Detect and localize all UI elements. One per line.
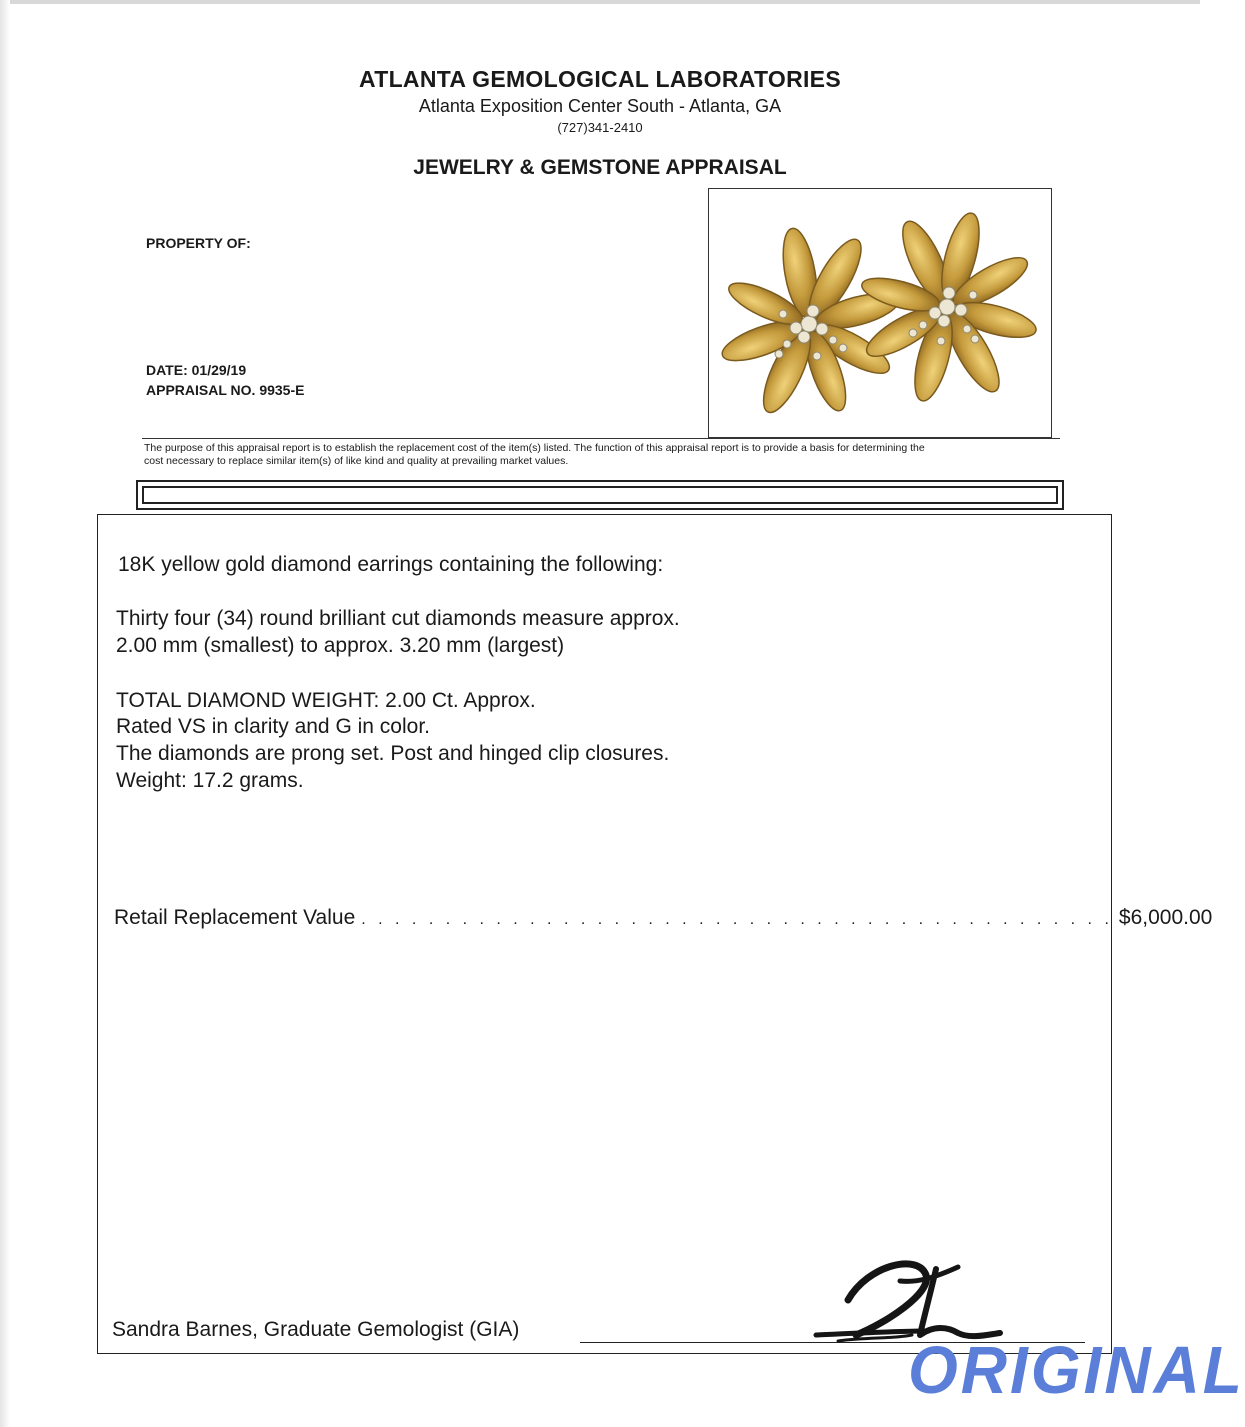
gram-weight: Weight: 17.2 grams.	[116, 769, 304, 792]
appraisal-number: APPRAISAL NO. 9935-E	[146, 382, 305, 398]
property-of-label: PROPERTY OF:	[146, 235, 251, 251]
item-description: 18K yellow gold diamond earrings containing the following:	[118, 553, 664, 576]
document-title: JEWELRY & GEMSTONE APPRAISAL	[413, 156, 787, 179]
decorative-bar-inner	[142, 486, 1058, 504]
appraisal-date: DATE: 01/29/19	[146, 362, 247, 378]
earrings-photo	[708, 188, 1052, 438]
value-amount: $6,000.00	[1118, 906, 1213, 929]
setting-closures: The diamonds are prong set. Post and hinged clip closures.	[116, 742, 670, 765]
lab-address: Atlanta Exposition Center South - Atlanta, GA	[418, 96, 782, 116]
diamond-rating: Rated VS in clarity and G in color.	[116, 715, 430, 738]
page-top-edge	[0, 0, 1200, 4]
original-stamp: ORIGINAL	[908, 1332, 1245, 1408]
page-left-shadow	[0, 0, 10, 1427]
purpose-line-2: cost necessary to replace similar item(s) of like kind and quality at prevailing market values.	[144, 454, 569, 467]
purpose-line-1: The purpose of this appraisal report is to establish the replacement cost of the item(s) listed. The function of this appraisal report is to provide a basis for determining the	[144, 442, 925, 454]
earrings-image	[709, 189, 1051, 437]
diamond-count-line: Thirty four (34) round brilliant cut diamonds measure approx.	[116, 607, 680, 630]
total-diamond-weight: TOTAL DIAMOND WEIGHT: 2.00 Ct. Approx.	[116, 689, 536, 712]
signer-name: Sandra Barnes, Graduate Gemologist (GIA)	[112, 1318, 520, 1341]
purpose-statement	[144, 442, 1059, 467]
lab-phone: (727)341-2410	[557, 120, 643, 135]
value-label: Retail Replacement Value	[114, 906, 356, 929]
lab-name: ATLANTA GEMOLOGICAL LABORATORIES	[359, 66, 841, 92]
diamond-size-line: 2.00 mm (smallest) to approx. 3.20 mm (largest)	[116, 634, 565, 657]
value-leader-dots: . . . . . . . . . . . . . . . . . . . . . . . . . . . . . . . . . . . . . . . . . . . . .	[361, 911, 1113, 928]
replacement-value-row	[114, 906, 1213, 930]
purpose-divider	[142, 438, 1060, 439]
